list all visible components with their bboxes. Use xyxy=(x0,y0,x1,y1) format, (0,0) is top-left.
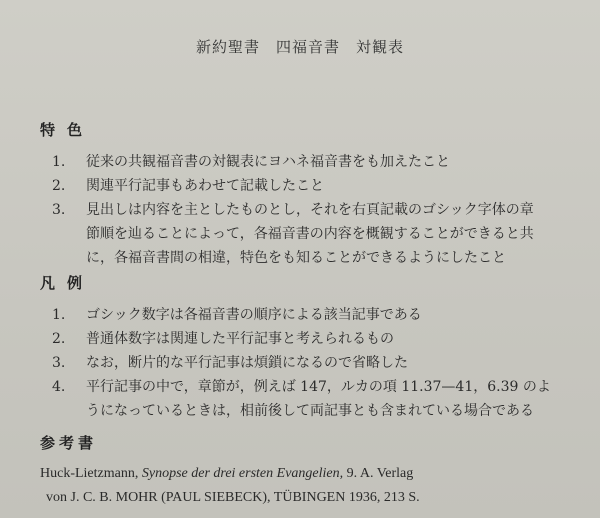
feature-item-line: 節順を辿ることによって，各福音書の内容を概観することができると共 xyxy=(86,226,534,242)
features-list xyxy=(52,150,572,270)
reference-line-2: von J. C. B. MOHR (PAUL SIEBECK), TÜBINGEN 1936, 213 S. xyxy=(46,490,420,505)
feature-item-line: に，各福音書間の相違，特色をも知ることができるようにしたこと xyxy=(86,250,506,266)
legend-item-line: うになっているときは，相前後して両記事とも含まれている場合である xyxy=(86,403,534,419)
legend-item-line: 普通体数字は関連した平行記事と考えられるもの xyxy=(86,331,394,347)
feature-item xyxy=(52,150,572,174)
legend-item-number: 4. xyxy=(52,379,66,395)
feature-item xyxy=(52,174,572,198)
legend-item-line: 平行記事の中で，章節が，例えば 147，ルカの項 11.37—41，6.39 のよ xyxy=(86,379,551,395)
feature-item xyxy=(52,198,572,270)
features-heading: 特色 xyxy=(40,121,95,139)
legend-item-line: なお，断片的な平行記事は煩鎖になるので省略した xyxy=(86,355,408,371)
reference-line-1 xyxy=(40,462,580,486)
legend-item-number: 1. xyxy=(52,307,66,323)
legend-item-line: ゴシック数字は各福音書の順序による該当記事である xyxy=(86,307,422,323)
reference-authors: Huck-Lietzmann, xyxy=(40,466,139,481)
reference-book-title: Synopse der drei ersten Evangelien, xyxy=(141,466,344,481)
page-title: 新約聖書 四福音書 対観表 xyxy=(195,38,404,56)
legend-item xyxy=(52,303,572,327)
feature-item-number: 1. xyxy=(52,154,66,170)
feature-item-line: 従来の共観福音書の対観表にヨハネ福音書をも加えたこと xyxy=(86,154,450,170)
legend-item-number: 3. xyxy=(52,355,66,371)
legend-item-number: 2. xyxy=(52,331,66,347)
legend-item xyxy=(52,375,572,423)
legend-item xyxy=(52,327,572,351)
reference-entry xyxy=(40,462,580,510)
feature-item-line: 関連平行記事もあわせて記載したこと xyxy=(86,178,324,194)
feature-item-number: 3. xyxy=(52,202,66,218)
reference-edition: 9. A. Verlag xyxy=(346,466,414,481)
legend-list xyxy=(52,303,572,423)
legend-item xyxy=(52,351,572,375)
legend-heading: 凡例 xyxy=(40,274,95,292)
feature-item-number: 2. xyxy=(52,178,66,194)
references-heading: 参考書 xyxy=(40,434,98,452)
feature-item-line: 見出しは内容を主としたものとし，それを右頁記載のゴシック字体の章 xyxy=(86,202,534,218)
